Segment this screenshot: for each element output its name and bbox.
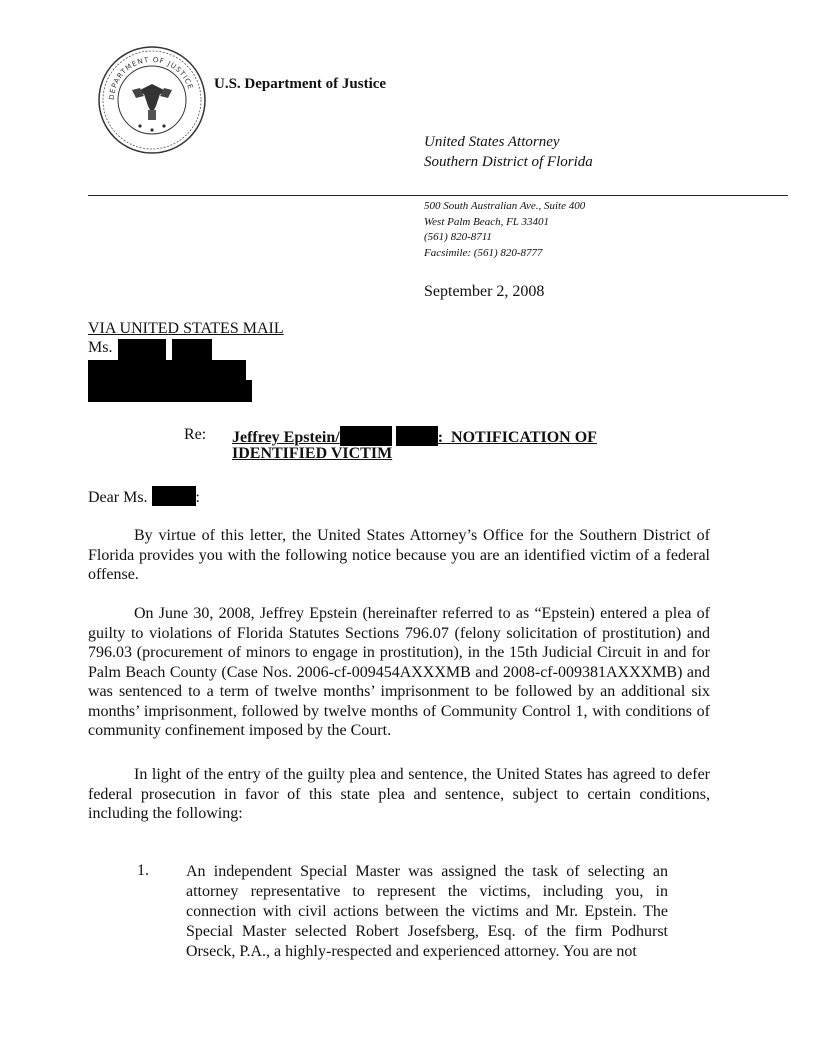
redaction-block: [172, 339, 212, 361]
office-title: United States Attorney: [424, 134, 560, 150]
department-name: U.S. Department of Justice: [214, 76, 387, 92]
subject-name: Jeffrey Epstein/: [232, 429, 340, 446]
body-paragraph-3: In light of the entry of the guilty plea and sentence, the United States has agreed to defer federal prosecution in favor of this state plea and sentence, subject to certain conditions, including the following:: [88, 766, 710, 822]
recipient-salutation: Ms.: [88, 339, 113, 356]
svg-text:DEPARTMENT OF JUSTICE: DEPARTMENT OF JUSTICE: [107, 55, 195, 101]
header-divider: [88, 195, 788, 196]
fax-number: Facsimile: (561) 820-8777: [424, 246, 543, 259]
eagle-seal-icon: [96, 44, 208, 156]
doj-seal: [96, 44, 208, 156]
greeting-suffix: :: [195, 489, 200, 506]
greeting-prefix: Dear Ms.: [88, 489, 148, 506]
office-district: Southern District of Florida: [424, 154, 593, 170]
letter-date: September 2, 2008: [424, 283, 545, 300]
redaction-block: [88, 380, 252, 402]
subject-line-1: [232, 426, 597, 447]
subject-colon: :: [437, 429, 444, 446]
subject-title-2: IDENTIFIED VICTIM: [232, 445, 393, 462]
body-paragraph-2: On June 30, 2008, Jeffrey Epstein (hereinafter referred to as “Epstein) entered a plea of guilty to violations of Florida Statutes Sections 796.07 (felony solicitation of prostitution) and 796.03 (procurement of minors to engage in prostitution), in the 15th Judicial Circuit in and for Palm Beach County (Case Nos. 2006-cf-009454AXXXMB and 2008-cf-009381AXXXMB) and was sentenced to a term of twelve months’ imprisonment to be followed by an additional six months’ imprisonment, followed by twelve months of Community Control 1, with conditions of community confinement imposed by the Court.: [88, 605, 710, 739]
redaction-block: [88, 360, 246, 382]
redaction-block: [118, 339, 166, 361]
contact-block: [424, 199, 585, 261]
list-item-number: 1.: [137, 862, 149, 879]
office-block: [424, 132, 593, 172]
phone-number: (561) 820-8711: [424, 231, 492, 243]
redaction-block: [340, 426, 392, 446]
subject-label: Re:: [184, 426, 207, 443]
delivery-method: VIA UNITED STATES MAIL: [88, 320, 284, 337]
body-paragraph-1: By virtue of this letter, the United States Attorney’s Office for the Southern District of Florida provides you with the following notice because you are an identified victim of a federal offense.: [88, 527, 710, 583]
redaction-block: [396, 426, 438, 446]
subject-title-1: NOTIFICATION OF: [451, 429, 597, 446]
greeting: [88, 486, 200, 507]
list-item-text: An independent Special Master was assigned the task of selecting an attorney representative to represent the victims, including you, in connection with civil actions between the victims and Mr. Epstein. The Special Master selected Robert Josefsberg, Esq. of the firm Podhurst Orseck, P.A., a highly-respected and experienced attorney. You are not: [186, 863, 668, 960]
redaction-block: [152, 486, 196, 506]
address-line-1: 500 South Australian Ave., Suite 400: [424, 200, 586, 212]
address-line-2: West Palm Beach, FL 33401: [424, 215, 549, 228]
